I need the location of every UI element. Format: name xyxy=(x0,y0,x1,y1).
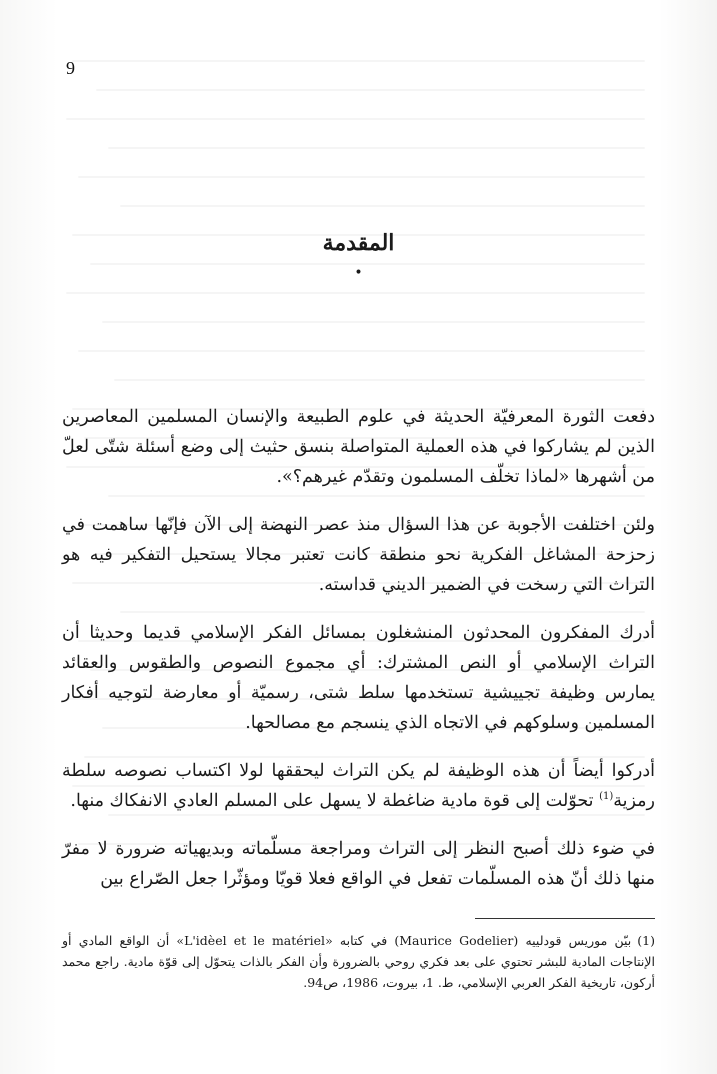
paragraph: في ضوء ذلك أصبح النظر إلى التراث ومراجعة مسلّماته وبديهياته ضرورة لا مفرّ منها ذلك أنّ هذه المسلّمات تفعل في الواقع فعلا قويّا ومؤثّرا جعل الصّراع بين xyxy=(62,839,655,889)
paragraph-text-part: تحوّلت إلى قوة مادية ضاغطة لا يسهل على المسلم العادي الانفكاك منها. xyxy=(70,791,600,811)
footnote-reference[interactable]: (1) xyxy=(599,791,614,803)
paragraph-with-note xyxy=(62,756,655,816)
title-ornament: • xyxy=(354,265,363,281)
footnote-marker: (1) xyxy=(637,933,655,948)
paragraph: أدرك المفكرون المحدثون المنشغلون بمسائل الفكر الإسلامي قديما وحديثا أن التراث الإسلامي أو النص المشترك: أي مجموع النصوص والطقوس والعقائد يمارس وظيفة تجييشية تستخدمها سلط شتى، رسميّة أو معارضة لتوجيه أفكار المسلمين وسلوكهم في الاتجاه الذي ينسجم مع مصالحها. xyxy=(62,623,655,733)
footnote-text: بيّن موريس قودلييه (Maurice Godelier) في كتابه «L'idèel et le matériel» أن الواقع المادي أو الإنتاجات المادية للبشر تحتوي على بعد فكري روحي بالضرورة وأن الفكر بالذات يتحوّل إلى قوّة مادية. راجع محمد أركون، تاريخية الفكر العربي الإسلامي، ط. 1، بيروت، 1986، ص94. xyxy=(62,933,656,990)
paragraph: ولئن اختلفت الأجوبة عن هذا السؤال منذ عصر النهضة إلى الآن فإنّها ساهمت في زحزحة المشاغل الفكرية نحو منطقة كانت تعتبر مجالا يستحيل التفكير فيه هو التراث التي رسخت في الضمير الديني قداسته. xyxy=(62,515,655,595)
page-number: 9 xyxy=(66,58,75,78)
chapter-title: المقدمة xyxy=(322,230,395,256)
paragraph-text-part: أدركوا أيضاً أن هذه الوظيفة لم يكن التراث ليحققها لولا اكتساب نصوصه سلطة رمزية xyxy=(62,761,655,811)
body-text xyxy=(62,402,655,894)
footnotes xyxy=(62,930,655,993)
paragraph: دفعت الثورة المعرفيّة الحديثة في علوم الطبيعة والإنسان المسلمين المعاصرين الذين لم يشاركوا في هذه العملية المتواصلة بنسق حثيث إلى وضع أسئلة شتّى لعلّ من أشهرها «لماذا تخلّف المسلمون وتقدّم غيرهم؟». xyxy=(62,407,655,487)
footnote-separator xyxy=(475,918,655,919)
footnote xyxy=(62,930,655,993)
